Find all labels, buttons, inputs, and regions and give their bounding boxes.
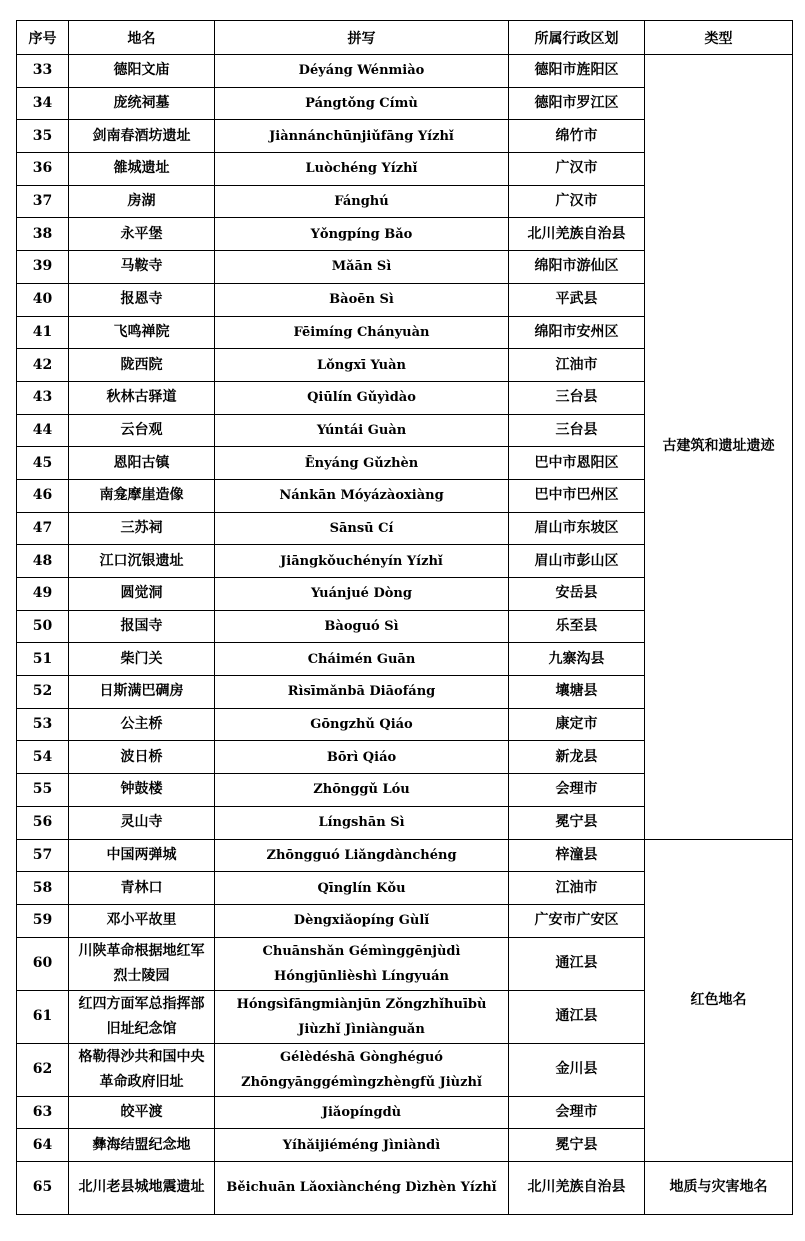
region: 通江县	[509, 990, 645, 1043]
region: 冕宁县	[509, 1129, 645, 1162]
row-number: 36	[17, 153, 69, 186]
region: 壤塘县	[509, 676, 645, 709]
pinyin: Yǒngpíng Bǎo	[215, 218, 509, 251]
place-name: 皎平渡	[69, 1096, 215, 1129]
pinyin: Jiǎopíngdù	[215, 1096, 509, 1129]
row-number: 57	[17, 839, 69, 872]
row-number: 40	[17, 283, 69, 316]
region: 安岳县	[509, 578, 645, 611]
place-name: 报国寺	[69, 610, 215, 643]
region: 眉山市东坡区	[509, 512, 645, 545]
pinyin: Jiànnánchūnjiǔfāng Yízhǐ	[215, 120, 509, 153]
pinyin: Déyáng Wénmiào	[215, 55, 509, 88]
header-region: 所属行政区划	[509, 21, 645, 55]
place-name: 江口沉银遗址	[69, 545, 215, 578]
row-number: 60	[17, 937, 69, 990]
place-name: 永平堡	[69, 218, 215, 251]
place-name: 邓小平故里	[69, 904, 215, 937]
row-number: 53	[17, 708, 69, 741]
place-name: 红四方面军总指挥部旧址纪念馆	[69, 990, 215, 1043]
pinyin: Cháimén Guān	[215, 643, 509, 676]
pinyin: Nánkān Móyázàoxiàng	[215, 479, 509, 512]
region: 会理市	[509, 1096, 645, 1129]
region: 平武县	[509, 283, 645, 316]
region: 三台县	[509, 381, 645, 414]
region: 广汉市	[509, 153, 645, 186]
region: 江油市	[509, 872, 645, 905]
row-number: 58	[17, 872, 69, 905]
place-name: 公主桥	[69, 708, 215, 741]
region: 北川羌族自治县	[509, 218, 645, 251]
row-number: 41	[17, 316, 69, 349]
row-number: 48	[17, 545, 69, 578]
region: 绵阳市游仙区	[509, 251, 645, 284]
pinyin: Běichuān Lǎoxiànchéng Dìzhèn Yízhǐ	[215, 1161, 509, 1214]
region: 会理市	[509, 774, 645, 807]
place-name: 陇西院	[69, 349, 215, 382]
pinyin: Jiāngkǒuchényín Yízhǐ	[215, 545, 509, 578]
place-name: 庞统祠墓	[69, 87, 215, 120]
row-number: 52	[17, 676, 69, 709]
place-name: 南龛摩崖造像	[69, 479, 215, 512]
pinyin: Fēimíng Chányuàn	[215, 316, 509, 349]
pinyin: Zhōnggǔ Lóu	[215, 774, 509, 807]
place-name: 恩阳古镇	[69, 447, 215, 480]
row-number: 35	[17, 120, 69, 153]
row-number: 55	[17, 774, 69, 807]
header-number: 序号	[17, 21, 69, 55]
region: 九寨沟县	[509, 643, 645, 676]
row-number: 65	[17, 1161, 69, 1214]
region: 绵竹市	[509, 120, 645, 153]
region: 巴中市巴州区	[509, 479, 645, 512]
place-name: 剑南春酒坊遗址	[69, 120, 215, 153]
region: 梓潼县	[509, 839, 645, 872]
place-name: 飞鸣禅院	[69, 316, 215, 349]
pinyin: Ēnyáng Gǔzhèn	[215, 447, 509, 480]
region: 绵阳市安州区	[509, 316, 645, 349]
pinyin: Qīnglín Kǒu	[215, 872, 509, 905]
pinyin: Gélèdéshā Gònghéguó Zhōngyānggémìngzhèngfǔ Jiùzhǐ	[215, 1043, 509, 1096]
header-place-name: 地名	[69, 21, 215, 55]
region: 北川羌族自治县	[509, 1161, 645, 1214]
region: 康定市	[509, 708, 645, 741]
header-row	[17, 21, 793, 55]
row-number: 45	[17, 447, 69, 480]
pinyin: Lǒngxī Yuàn	[215, 349, 509, 382]
category-type: 古建筑和遗址遗迹	[645, 55, 793, 840]
row-number: 54	[17, 741, 69, 774]
place-name: 三苏祠	[69, 512, 215, 545]
region: 三台县	[509, 414, 645, 447]
place-name: 钟鼓楼	[69, 774, 215, 807]
row-number: 49	[17, 578, 69, 611]
category-type: 地质与灾害地名	[645, 1161, 793, 1214]
row-number: 39	[17, 251, 69, 284]
place-name: 川陕革命根据地红军烈士陵园	[69, 937, 215, 990]
row-number: 64	[17, 1129, 69, 1162]
pinyin: Mǎān Sì	[215, 251, 509, 284]
place-name-table-container	[16, 20, 793, 1215]
pinyin: Rìsīmǎnbā Diāofáng	[215, 676, 509, 709]
header-type: 类型	[645, 21, 793, 55]
pinyin: Sānsū Cí	[215, 512, 509, 545]
pinyin: Pángtǒng Címù	[215, 87, 509, 120]
row-number: 59	[17, 904, 69, 937]
place-name: 彝海结盟纪念地	[69, 1129, 215, 1162]
pinyin: Luòchéng Yízhǐ	[215, 153, 509, 186]
row-number: 56	[17, 806, 69, 839]
pinyin: Gōngzhǔ Qiáo	[215, 708, 509, 741]
header-pinyin: 拼写	[215, 21, 509, 55]
region: 德阳市旌阳区	[509, 55, 645, 88]
region: 江油市	[509, 349, 645, 382]
place-name-table	[16, 20, 793, 1215]
row-number: 51	[17, 643, 69, 676]
row-number: 62	[17, 1043, 69, 1096]
pinyin: Hóngsìfāngmiànjūn Zǒngzhǐhuībù Jiùzhǐ Jìniànguǎn	[215, 990, 509, 1043]
place-name: 房湖	[69, 185, 215, 218]
region: 广汉市	[509, 185, 645, 218]
region: 巴中市恩阳区	[509, 447, 645, 480]
category-type: 红色地名	[645, 839, 793, 1161]
pinyin: Yúntái Guàn	[215, 414, 509, 447]
row-number: 61	[17, 990, 69, 1043]
table-row	[17, 55, 793, 88]
table-body	[17, 55, 793, 1215]
pinyin: Yuánjué Dòng	[215, 578, 509, 611]
row-number: 47	[17, 512, 69, 545]
region: 乐至县	[509, 610, 645, 643]
pinyin: Bōrì Qiáo	[215, 741, 509, 774]
row-number: 46	[17, 479, 69, 512]
place-name: 德阳文庙	[69, 55, 215, 88]
row-number: 43	[17, 381, 69, 414]
pinyin: Bàoguó Sì	[215, 610, 509, 643]
row-number: 50	[17, 610, 69, 643]
region: 德阳市罗江区	[509, 87, 645, 120]
table-row	[17, 839, 793, 872]
region: 新龙县	[509, 741, 645, 774]
row-number: 37	[17, 185, 69, 218]
place-name: 柴门关	[69, 643, 215, 676]
pinyin: Yíhǎijiéméng Jìniàndì	[215, 1129, 509, 1162]
row-number: 38	[17, 218, 69, 251]
place-name: 日斯满巴碉房	[69, 676, 215, 709]
place-name: 中国两弹城	[69, 839, 215, 872]
place-name: 青林口	[69, 872, 215, 905]
place-name: 云台观	[69, 414, 215, 447]
pinyin: Chuānshǎn Gémìnggēnjùdì Hóngjūnlièshì Língyuán	[215, 937, 509, 990]
place-name: 格勒得沙共和国中央革命政府旧址	[69, 1043, 215, 1096]
place-name: 波日桥	[69, 741, 215, 774]
region: 金川县	[509, 1043, 645, 1096]
pinyin: Dèngxiǎopíng Gùlǐ	[215, 904, 509, 937]
place-name: 雒城遗址	[69, 153, 215, 186]
row-number: 63	[17, 1096, 69, 1129]
pinyin: Bàoēn Sì	[215, 283, 509, 316]
place-name: 报恩寺	[69, 283, 215, 316]
row-number: 34	[17, 87, 69, 120]
row-number: 44	[17, 414, 69, 447]
pinyin: Zhōngguó Liǎngdànchéng	[215, 839, 509, 872]
place-name: 北川老县城地震遗址	[69, 1161, 215, 1214]
region: 眉山市彭山区	[509, 545, 645, 578]
place-name: 马鞍寺	[69, 251, 215, 284]
place-name: 圆觉洞	[69, 578, 215, 611]
row-number: 33	[17, 55, 69, 88]
region: 冕宁县	[509, 806, 645, 839]
pinyin: Fánghú	[215, 185, 509, 218]
place-name: 秋林古驿道	[69, 381, 215, 414]
pinyin: Qiūlín Gǔyìdào	[215, 381, 509, 414]
place-name: 灵山寺	[69, 806, 215, 839]
pinyin: Língshān Sì	[215, 806, 509, 839]
row-number: 42	[17, 349, 69, 382]
region: 广安市广安区	[509, 904, 645, 937]
region: 通江县	[509, 937, 645, 990]
table-row	[17, 1161, 793, 1214]
